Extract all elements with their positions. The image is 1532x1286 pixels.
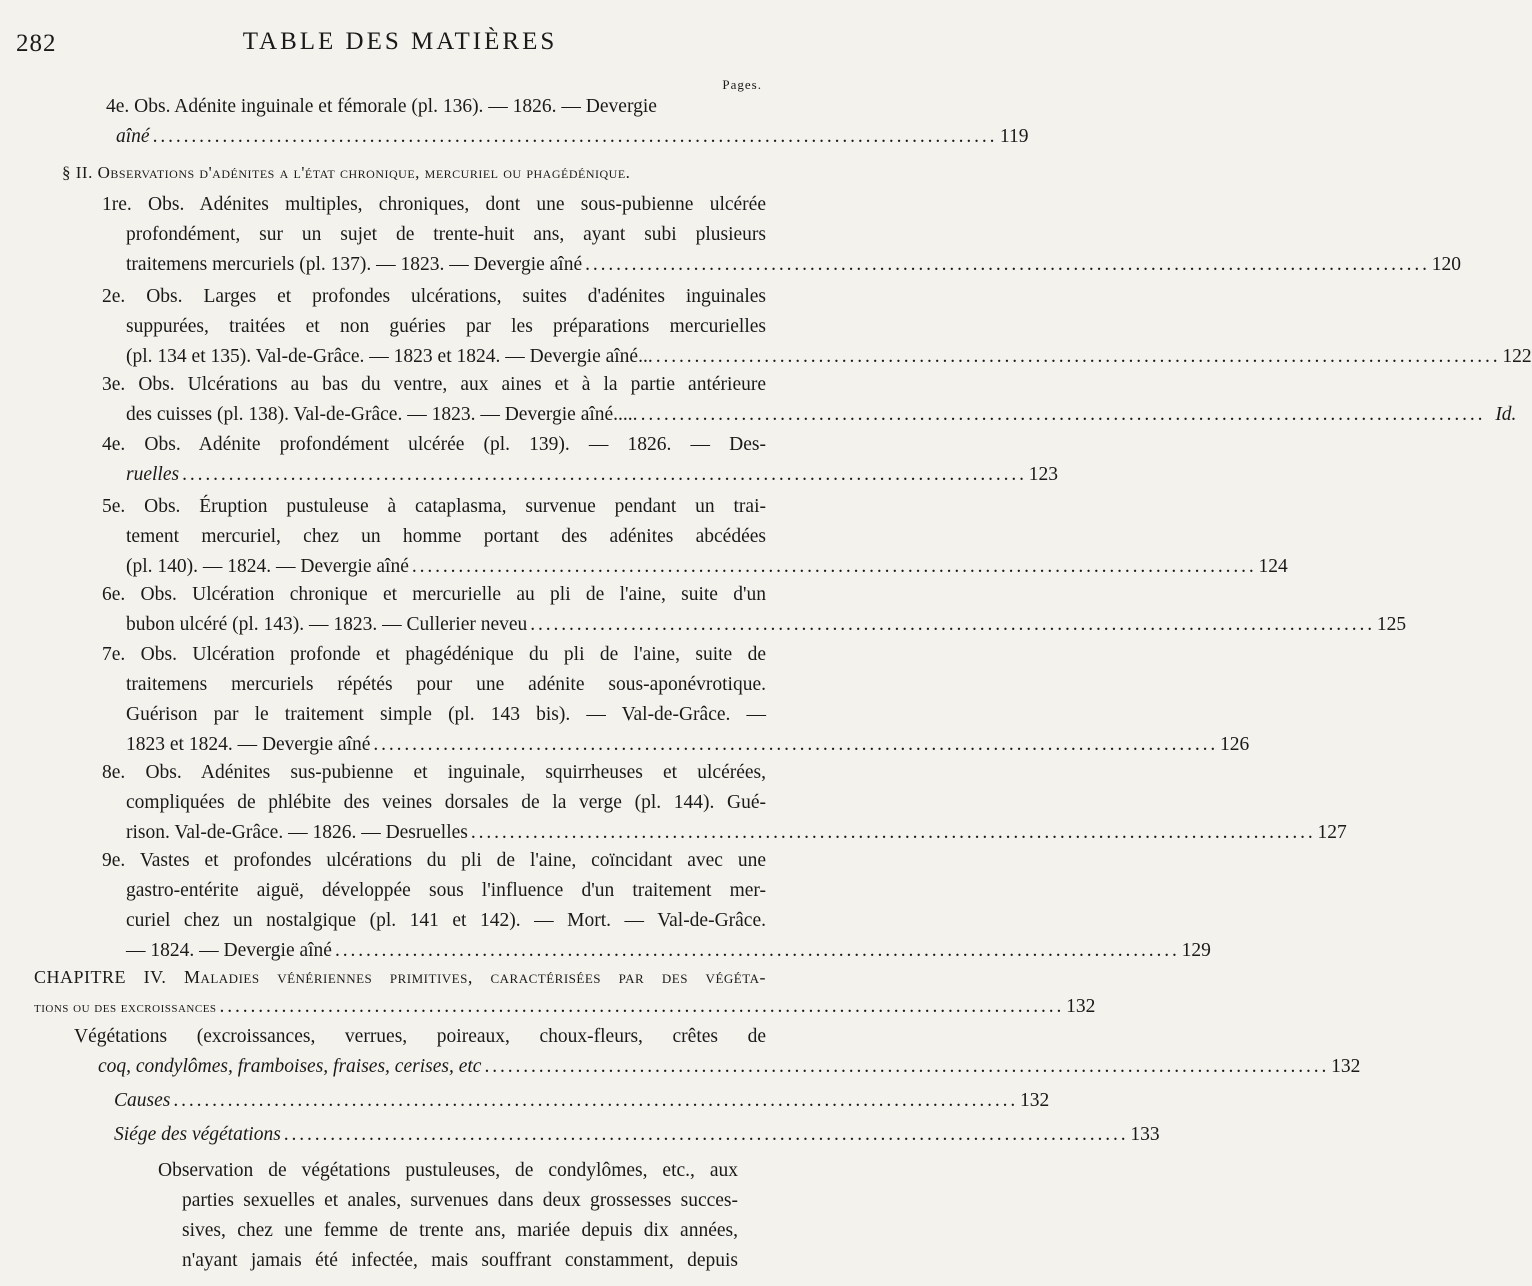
entry-line: — 1824. — Devergie aîné (126, 940, 332, 961)
dot-leader (638, 400, 1485, 430)
entry-line: tions ou des excroissances (34, 1000, 217, 1016)
dot-leader (281, 1120, 1128, 1150)
entry-line: 3e. Obs. Ulcérations au bas du ventre, aux aines et à la partie antérieure (102, 374, 766, 395)
page-ref: 119 (999, 126, 1029, 147)
entry-leader-line (106, 122, 1029, 152)
page-ref: 133 (1130, 1124, 1160, 1145)
toc-entry (102, 282, 1532, 372)
page-ref: 132 (1019, 1090, 1050, 1111)
toc-entry (158, 1156, 738, 1276)
entry-leader-line (114, 1120, 1160, 1150)
page-ref: 129 (1181, 940, 1211, 961)
entry-line: tement mercuriel, chez un homme portant des adénites abcédées (126, 526, 766, 547)
dot-leader (468, 818, 1315, 848)
entry-line: Végétations (excroissances, verrues, poireaux, choux-fleurs, crêtes de (74, 1026, 766, 1047)
entry-line: ruelles (126, 464, 180, 485)
entry-line: 6e. Obs. Ulcération chronique et mercurielle au pli de l'aine, suite d'un (102, 584, 766, 605)
entry-leader-line (102, 400, 1517, 430)
entry-line: 7e. Obs. Ulcération profonde et phagédénique du pli de l'aine, suite de (102, 644, 766, 665)
entry-line: profondément, sur un sujet de trente-huit ans, ayant subi plusieurs (126, 224, 766, 245)
entry-line: (pl. 140). — 1824. — Devergie aîné (126, 556, 409, 577)
pages-column-label: Pages. (722, 77, 762, 92)
entry-line: 4e. Obs. Adénite inguinale et fémorale (pl. 136). — 1826. — Devergie (106, 96, 657, 117)
toc-entry (74, 1022, 1361, 1082)
entry-line: gastro-entérite aiguë, développée sous l'influence d'un traitement mer- (126, 880, 766, 901)
entry-line: § II. Observations d'adénites a l'état chronique, mercuriel ou phagédénique. (62, 163, 631, 182)
toc-entry (102, 640, 1250, 760)
dot-leader (179, 460, 1026, 490)
entry-line: suppurées, traitées et non guéries par les préparations mercurielles (126, 316, 766, 337)
page-ref: 120 (1431, 254, 1462, 275)
dot-leader (481, 1052, 1328, 1082)
toc-entry (114, 1120, 1160, 1150)
entry-leader-line (34, 992, 1096, 1023)
entry-line: (pl. 134 et 135). Val-de-Grâce. — 1823 et 1824. — Devergie aîné... (126, 346, 653, 367)
entry-line: CHAPITRE IV. Maladies vénériennes primitives, caractérisées par des végéta- (34, 967, 766, 987)
page-ref: 125 (1376, 614, 1407, 635)
entry-line: 1re. Obs. Adénites multiples, chroniques, dont une sous-pubienne ulcérée (102, 194, 766, 215)
toc-entry (102, 492, 1288, 582)
entry-leader-line (114, 1086, 1050, 1116)
entry-line: rison. Val-de-Grâce. — 1826. — Desruelles (126, 822, 468, 843)
dot-leader (527, 610, 1374, 640)
entry-line: compliquées de phlébite des veines dorsales de la verge (pl. 144). Gué- (126, 792, 766, 813)
entry-line: 1823 et 1824. — Devergie aîné (126, 734, 371, 755)
toc-entry (114, 1086, 1050, 1116)
entry-leader-line (102, 250, 1462, 280)
entry-line: 2e. Obs. Larges et profondes ulcérations, suites d'adénites inguinales (102, 286, 766, 307)
page-ref: 123 (1028, 464, 1058, 485)
entry-leader-line (102, 342, 1532, 372)
page-ref: 124 (1258, 556, 1288, 577)
page-ref: 132 (1066, 996, 1096, 1017)
dot-leader (150, 122, 997, 152)
entry-leader-line (102, 818, 1347, 848)
entry-line: 9e. Vastes et profondes ulcérations du pli de l'aine, coïncidant avec une (102, 850, 766, 871)
page-ref: 127 (1317, 822, 1347, 843)
dot-leader (582, 250, 1429, 280)
entry-leader-line (102, 552, 1288, 582)
toc-entry (102, 190, 1462, 280)
entry-line: des cuisses (pl. 138). Val-de-Grâce. — 1823. — Devergie aîné..... (126, 404, 638, 425)
page-ref: 122 (1502, 346, 1532, 367)
section-heading (62, 158, 752, 188)
running-title: TABLE DES MATIÈRES (242, 28, 558, 55)
entry-line: bubon ulcéré (pl. 143). — 1823. — Cullerier neveu (126, 614, 528, 635)
entry-line: n'ayant jamais été infectée, mais souffrant constamment, depuis (182, 1250, 738, 1271)
entry-line: curiel chez un nostalgique (pl. 141 et 142). — Mort. — Val-de-Grâce. (126, 910, 766, 931)
entry-leader-line (102, 610, 1407, 640)
entry-line: parties sexuelles et anales, survenues dans deux grossesses succes- (182, 1190, 738, 1211)
entry-line: Observation de végétations pustuleuses, de condylômes, etc., aux (158, 1160, 738, 1181)
toc-entry (102, 580, 1407, 640)
toc-entry (102, 430, 1058, 490)
entry-line: traitemens mercuriels répétés pour une adénite sous-aponévrotique. (126, 674, 766, 695)
dot-leader (409, 552, 1256, 582)
entry-line: 4e. Obs. Adénite profondément ulcérée (pl. 139). — 1826. — Des- (102, 434, 766, 455)
entry-line: aîné (116, 126, 150, 147)
toc-entry (102, 846, 1211, 966)
entry-line: Causes (114, 1090, 171, 1111)
dot-leader (170, 1086, 1017, 1116)
chapter-heading (34, 962, 1096, 1023)
page-ref: 132 (1331, 1056, 1361, 1077)
dot-leader (653, 342, 1500, 372)
entry-line: 8e. Obs. Adénites sus-pubienne et inguinale, squirrheuses et ulcérées, (102, 762, 766, 783)
page-ref: Id. (1495, 404, 1517, 425)
entry-line: 5e. Obs. Éruption pustuleuse à cataplasma, survenue pendant un trai- (102, 496, 766, 517)
toc-entry (106, 92, 1029, 152)
dot-leader (217, 992, 1064, 1022)
toc-entry (102, 758, 1347, 848)
page-number: 282 (16, 30, 57, 57)
entry-leader-line (102, 460, 1058, 490)
entry-line: Guérison par le traitement simple (pl. 143 bis). — Val-de-Grâce. — (126, 704, 766, 725)
entry-leader-line (74, 1052, 1361, 1082)
toc-entry (102, 370, 1517, 430)
entry-line: coq, condylômes, framboises, fraises, cerises, etc (98, 1056, 482, 1077)
entry-line: traitemens mercuriels (pl. 137). — 1823. — Devergie aîné (126, 254, 583, 275)
dot-leader (370, 730, 1217, 760)
entry-line: sives, chez une femme de trente ans, mariée depuis dix années, (182, 1220, 738, 1241)
page-ref: 126 (1220, 734, 1250, 755)
entry-leader-line (102, 730, 1250, 760)
entry-line: Siége des végétations (114, 1124, 281, 1145)
